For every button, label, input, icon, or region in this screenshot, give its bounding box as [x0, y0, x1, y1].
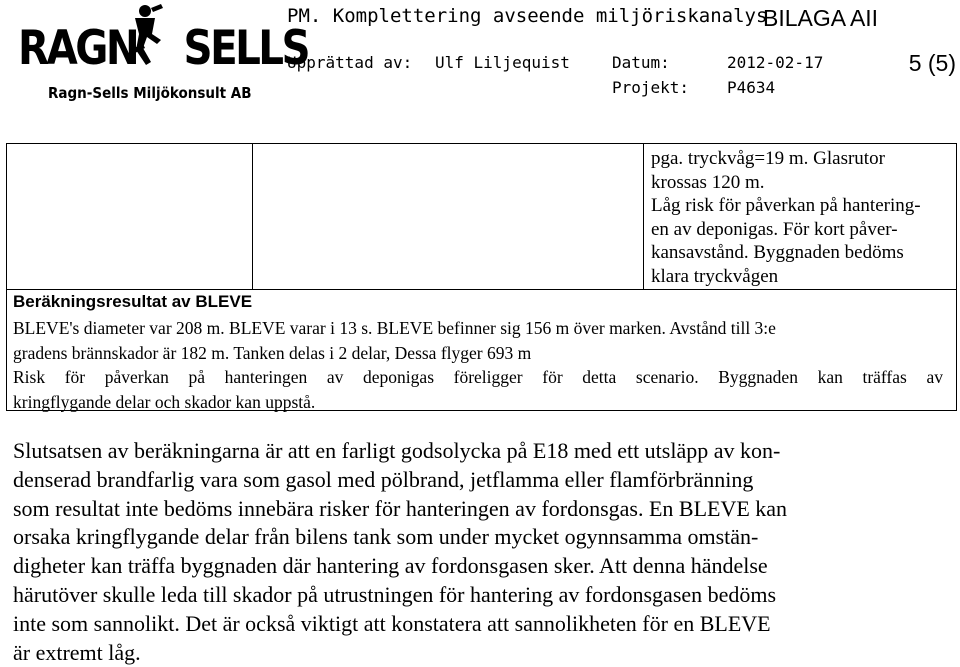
conclusion-line: inte som sannolikt. Det är också viktigt att konstatera att sannolikheten för en BLEVE	[13, 610, 771, 636]
logo-subtitle: Ragn-Sells Miljökonsult AB	[48, 84, 252, 102]
logo-wordmark	[18, 21, 308, 76]
logo-brand-right: SELLS	[183, 21, 308, 76]
result-heading: Beräkningsresultat av BLEVE	[13, 292, 253, 311]
project-label: Projekt:	[612, 78, 690, 97]
result-line: kringflygande delar och skador kan uppstå.	[13, 391, 316, 412]
note-line: klara tryckvågen	[651, 265, 779, 287]
conclusion-line: Slutsatsen av beräkningarna är att en farligt godsolycka på E18 med ett utsläpp av kon-	[13, 438, 781, 463]
conclusion-line: denserad brandfarlig vara som gasol med pölbrand, jetflamma eller flamförbränning	[13, 466, 754, 492]
table-border-top	[6, 143, 957, 144]
company-logo	[18, 4, 308, 104]
date-label: Datum:	[612, 53, 670, 72]
project-value: P4634	[727, 78, 776, 97]
conclusion-paragraph	[13, 437, 893, 667]
result-line: gradens brännskador är 182 m. Tanken delas i 2 delar, Dessa flyger 693 m	[13, 342, 532, 363]
note-line: en av deponigas. För kort påver-	[651, 218, 898, 240]
conclusion-line: orsaka kringflygande delar från bilens tank som under mycket ogynnsamma omstän-	[13, 524, 759, 550]
conclusion-line: är extremt låg.	[13, 639, 141, 665]
table-column-divider-2	[643, 143, 644, 289]
page-number: 5 (5)	[908, 50, 956, 76]
note-line: kansavstånd. Byggnaden bedöms	[651, 242, 904, 263]
conclusion-line: som resultat inte bedöms innebära risker för hanteringen av fordonsgas. En BLEVE kan	[13, 495, 788, 521]
table-column-divider-1	[252, 143, 253, 289]
document-title: PM. Komplettering avseende miljöriskanalys	[287, 5, 768, 27]
conclusion-line: digheter kan träffa byggnaden där hantering av fordonsgasen sker. Att denna händelse	[13, 553, 768, 579]
prepared-by-label: Upprättad av:	[287, 53, 413, 72]
note-line: pga. tryckvåg=19 m. Glasrutor	[651, 148, 885, 169]
logo-brand-left: RAGN	[18, 21, 138, 76]
result-line: BLEVE's diameter var 208 m. BLEVE varar i 13 s. BLEVE befinner sig 156 m över marken. Avstånd till 3:e	[13, 318, 776, 338]
result-line: Risk för påverkan på hanteringen av deponigas föreligger för detta scenario. Byggnaden kan träffas av	[13, 367, 943, 387]
attachment-label: BILAGA AII	[763, 5, 879, 31]
table-border-right	[956, 143, 957, 411]
note-line: Låg risk för påverkan på hantering-	[651, 195, 921, 216]
prepared-by-value: Ulf Liljequist	[435, 53, 570, 72]
table-row-divider	[6, 289, 957, 290]
date-value: 2012-02-17	[727, 53, 824, 72]
result-text	[13, 316, 943, 414]
conclusion-line: härutöver skulle leda till skador på utrustningen för hantering av fordonsgasen bedöms	[13, 581, 777, 607]
note-line: krossas 120 m.	[651, 171, 765, 193]
table-cell-note	[651, 147, 941, 288]
table-border-left	[6, 143, 7, 411]
